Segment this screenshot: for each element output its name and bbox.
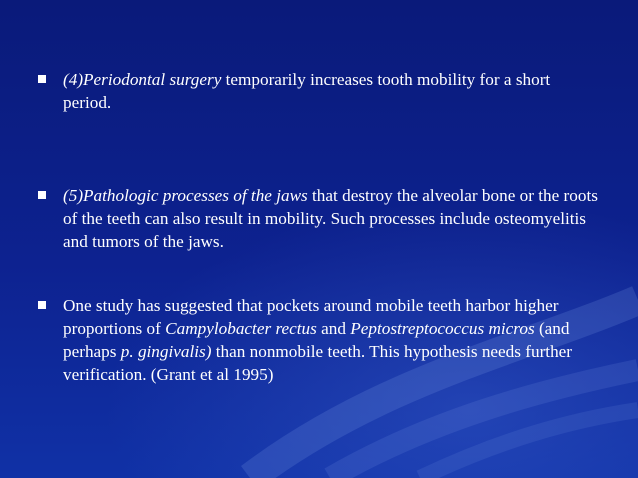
body-text: that destroy the alveolar bone or the roots of the teeth can also result in mobility. Such processes include osteomyelitis and tumors of the jaws. xyxy=(63,186,598,251)
bullet-text xyxy=(63,294,598,386)
square-bullet-icon xyxy=(38,301,46,309)
bullet-item-pathologic-processes xyxy=(38,184,598,253)
bullet-text xyxy=(63,68,598,114)
italic-lead: (5)Pathologic processes of the jaws xyxy=(63,186,308,205)
species-name: p. gingivalis) xyxy=(120,342,212,361)
body-text: than nonmobile teeth. This hypothesis needs further verification. (Grant et al 1995) xyxy=(63,342,573,384)
bullet-text xyxy=(63,184,598,253)
body-text: One study has suggested that pockets around mobile teeth harbor higher proportions of xyxy=(63,296,559,338)
species-name: Peptostreptococcus micros xyxy=(350,319,535,338)
bullet-item-periodontal-surgery xyxy=(38,68,598,114)
body-text: temporarily increases tooth mobility for a short period. xyxy=(63,70,551,112)
body-text: (and perhaps xyxy=(63,319,570,361)
body-text: and xyxy=(316,319,351,338)
species-name: Campylobacter rectus xyxy=(165,319,317,338)
square-bullet-icon xyxy=(38,75,46,83)
bullet-item-study xyxy=(38,294,598,386)
square-bullet-icon xyxy=(38,191,46,199)
italic-lead: (4)Periodontal surgery xyxy=(63,70,222,89)
